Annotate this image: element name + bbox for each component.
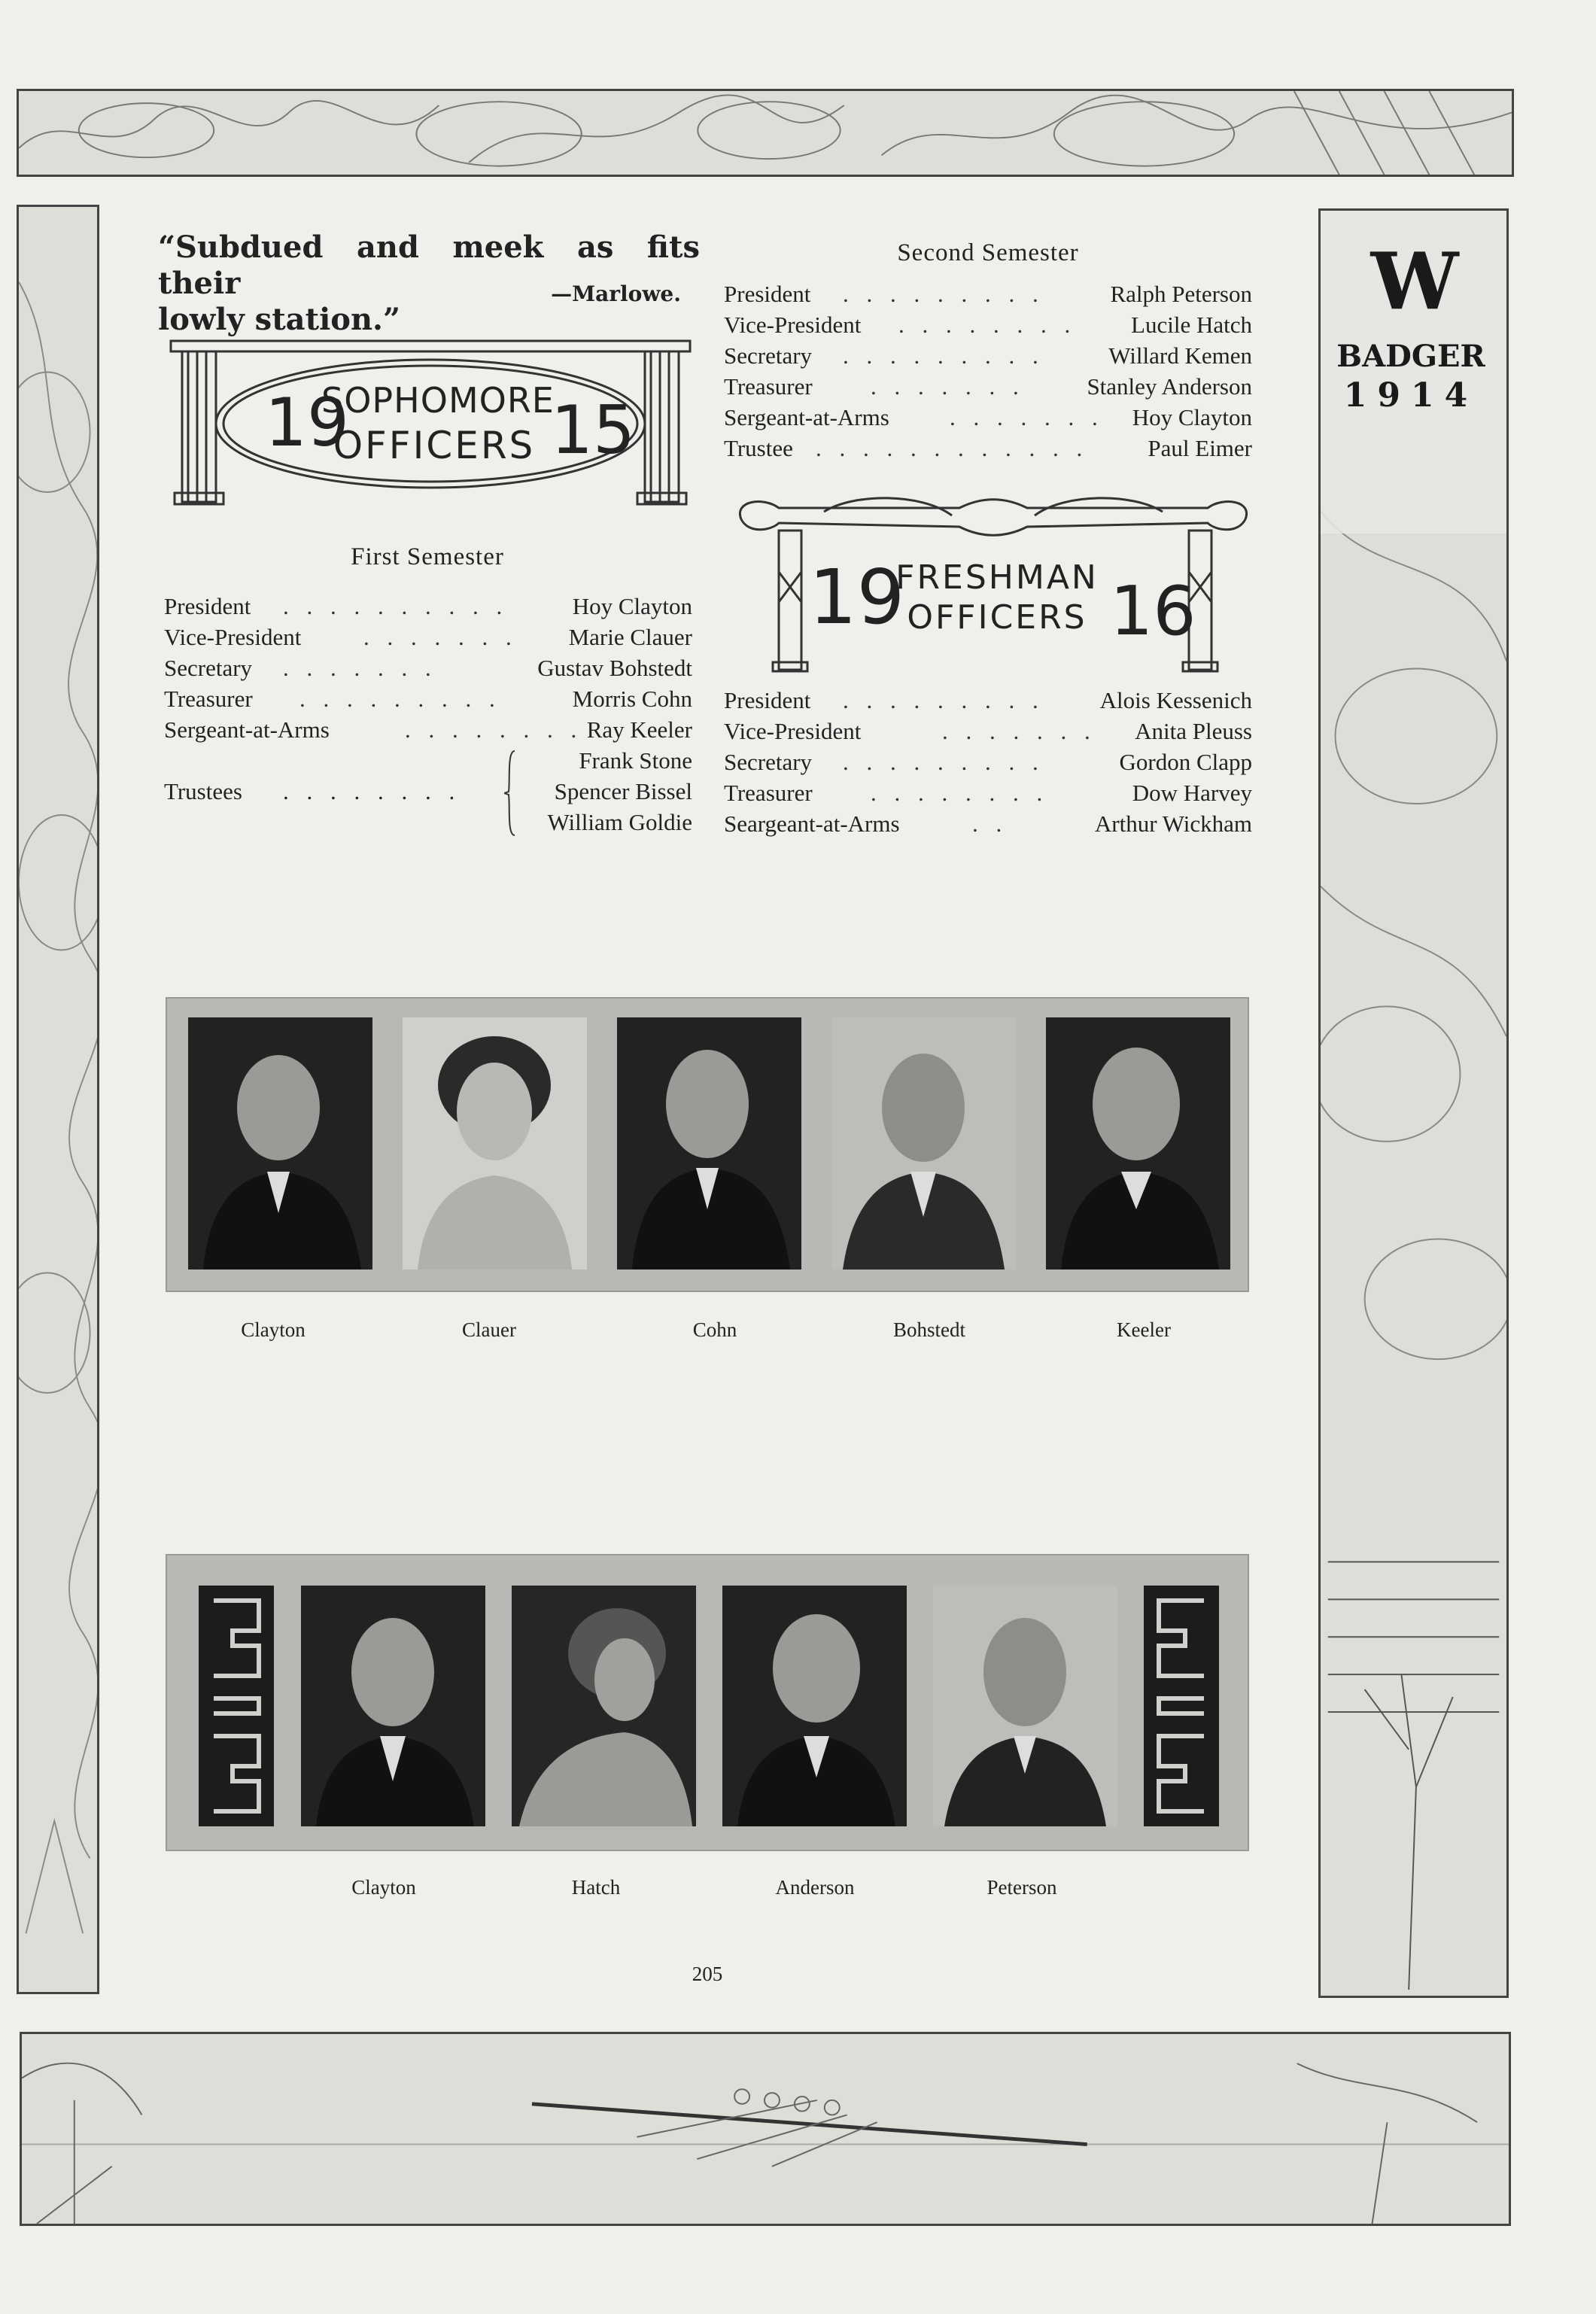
officer-name: Gordon Clapp (1119, 749, 1252, 775)
greek-key-ornament-left (199, 1586, 274, 1826)
leader-dots: . . . . . . . . . (843, 281, 1044, 307)
portrait-silhouette (403, 1017, 587, 1270)
leader-dots: . . . . . . . . . (843, 749, 1044, 775)
portrait-silhouette (722, 1586, 907, 1826)
sidebar-year: 1914 (1343, 376, 1479, 415)
officer-name: Hoy Clayton (1132, 404, 1252, 430)
trustee-name: William Goldie (547, 809, 692, 835)
officer-name: Willard Kemen (1108, 342, 1252, 369)
freshman-year-left: 19 (809, 553, 905, 641)
position-label: Sergeant-at-Arms (164, 716, 330, 743)
list-item (724, 716, 1252, 747)
left-decorative-border (17, 205, 99, 1994)
leader-dots: . . . . . . . . . (843, 687, 1044, 713)
leader-dots: . . . . . . . . . . (283, 593, 509, 619)
list-item (164, 652, 692, 683)
officer-name: Arthur Wickham (1094, 810, 1252, 837)
position-label: Trustee (724, 435, 793, 461)
portrait-silhouette (831, 1017, 1016, 1270)
leader-dots: . . . . . . . (363, 624, 518, 650)
trustees-group (164, 745, 692, 838)
officer-name: Hoy Clayton (572, 593, 692, 619)
officer-name: Morris Cohn (572, 686, 692, 712)
trustee-name: Frank Stone (579, 747, 692, 774)
leader-dots: . . . . . . . . (871, 780, 1049, 806)
portrait-photo (403, 1017, 587, 1270)
list-item (724, 433, 1252, 464)
position-label: Secretary (164, 655, 253, 681)
photo-strip-row-1 (166, 997, 1249, 1292)
freshman-year-right: 16 (1110, 572, 1196, 651)
cloud-tree-pattern-right (1321, 211, 1506, 1996)
portrait-photo (933, 1586, 1117, 1826)
portrait-silhouette (933, 1586, 1117, 1826)
sophomore-year-right: 15 (551, 391, 635, 469)
position-label: Secretary (724, 749, 813, 775)
officer-name: Anita Pleuss (1135, 718, 1252, 744)
photo-caption: Anderson (775, 1876, 855, 1899)
photo-caption: Clauer (462, 1318, 516, 1341)
rowing-crew-scene (22, 2034, 1509, 2224)
right-decorative-border (1318, 208, 1509, 1998)
portrait-photo (1046, 1017, 1230, 1270)
list-item (724, 777, 1252, 808)
sophomore-officers-emblem (167, 335, 694, 508)
position-label: President (164, 593, 251, 619)
photo-caption: Keeler (1117, 1318, 1171, 1341)
freshman-word-1: FRESHMAN (895, 558, 1099, 597)
photo-strip-row-2 (166, 1554, 1249, 1851)
portrait-silhouette (301, 1586, 485, 1826)
photo-caption: Cohn (692, 1318, 737, 1341)
trustees-brace (504, 750, 516, 837)
position-label: Treasurer (724, 780, 813, 806)
portrait-photo (722, 1586, 907, 1826)
portrait-photo (617, 1017, 801, 1270)
cloud-pattern-top (19, 91, 1512, 175)
list-item (724, 747, 1252, 777)
officer-name: Marie Clauer (568, 624, 692, 650)
quote-block (158, 230, 700, 338)
photo-caption: Bohstedt (892, 1318, 965, 1341)
leader-dots: . . . . . . . (942, 718, 1096, 744)
list-item (164, 591, 692, 622)
photo-caption: Clayton (241, 1318, 306, 1341)
quote-attribution: —Marlowe. (551, 281, 681, 306)
sidebar-title: BADGER (1336, 339, 1485, 374)
officer-name: Ralph Peterson (1110, 281, 1252, 307)
sophomore-year-left: 19 (265, 384, 349, 461)
photo-caption: Hatch (571, 1876, 621, 1899)
greek-key-icon (199, 1586, 274, 1826)
list-item (724, 309, 1252, 340)
portrait-photo (301, 1586, 485, 1826)
position-label: Sergeant-at-Arms (724, 404, 889, 430)
position-label: Treasurer (164, 686, 253, 712)
portrait-photo (512, 1586, 696, 1826)
cloud-pattern-left (19, 207, 97, 1992)
officer-name: Paul Eimer (1148, 435, 1252, 461)
list-item (724, 278, 1252, 309)
top-decorative-border (17, 89, 1514, 177)
position-label: Treasurer (724, 373, 813, 400)
position-label: President (724, 281, 811, 307)
portrait-photo (831, 1017, 1016, 1270)
second-semester-title: Second Semester (897, 239, 1079, 266)
sidebar-letter: W (1370, 235, 1459, 327)
page-number: 205 (692, 1963, 723, 1985)
first-semester-title: First Semester (351, 543, 504, 570)
officer-name: Stanley Anderson (1087, 373, 1252, 400)
greek-key-icon (1144, 1586, 1219, 1826)
portrait-silhouette (617, 1017, 801, 1270)
position-label: Vice-President (164, 624, 302, 650)
portrait-silhouette (1046, 1017, 1230, 1270)
portrait-silhouette (512, 1586, 696, 1826)
leader-dots: . . . . . . . . . (299, 686, 501, 712)
freshman-list (724, 685, 1252, 839)
second-semester-list (724, 278, 1252, 464)
freshman-word-2: OFFICERS (907, 598, 1087, 637)
photo-caption: Clayton (351, 1876, 416, 1899)
leader-dots: . . . . . . . (283, 655, 437, 681)
freshman-officers-emblem (734, 497, 1253, 677)
leader-dots: . . . . . . . . (405, 716, 583, 743)
position-label: Secretary (724, 342, 813, 369)
list-item (724, 340, 1252, 371)
portrait-photo (188, 1017, 372, 1270)
sophomore-word-1: SOPHOMORE (321, 380, 555, 421)
quote-line-2: lowly station.” (158, 302, 400, 337)
leader-dots: . . . . . . . . (898, 312, 1077, 338)
portrait-silhouette (188, 1017, 372, 1270)
leader-dots: . . . . . . . . . . . . (816, 435, 1089, 461)
quote-line-1: “Subdued and meek as fits their (158, 230, 700, 301)
bottom-rowing-illustration (20, 2032, 1511, 2226)
photo-caption: Peterson (986, 1876, 1057, 1899)
trustee-name: Spencer Bissel (554, 778, 692, 804)
list-item (724, 402, 1252, 433)
officer-name: Ray Keeler (586, 716, 692, 743)
officer-name: Dow Harvey (1132, 780, 1252, 806)
list-item (724, 371, 1252, 402)
position-label: Seargeant-at-Arms (724, 810, 900, 837)
officer-name: Gustav Bohstedt (537, 655, 692, 681)
sophomore-word-2: OFFICERS (333, 424, 536, 467)
leader-dots: . . . . . . . . . (843, 342, 1044, 369)
position-label: President (724, 687, 811, 713)
position-label: Vice-President (724, 312, 862, 338)
first-semester-list (164, 591, 692, 838)
list-item (724, 808, 1252, 839)
list-item (164, 714, 692, 745)
list-item (724, 685, 1252, 716)
list-item (164, 683, 692, 714)
list-item (164, 622, 692, 652)
greek-key-ornament-right (1144, 1586, 1219, 1826)
trustees-label: Trustees (164, 778, 242, 804)
leader-dots: . . (972, 810, 1008, 837)
leader-dots: . . . . . . . (950, 404, 1104, 430)
leader-dots: . . . . . . . . (283, 778, 461, 804)
officer-name: Lucile Hatch (1131, 312, 1252, 338)
position-label: Vice-President (724, 718, 862, 744)
officer-name: Alois Kessenich (1099, 687, 1252, 713)
leader-dots: . . . . . . . (871, 373, 1025, 400)
